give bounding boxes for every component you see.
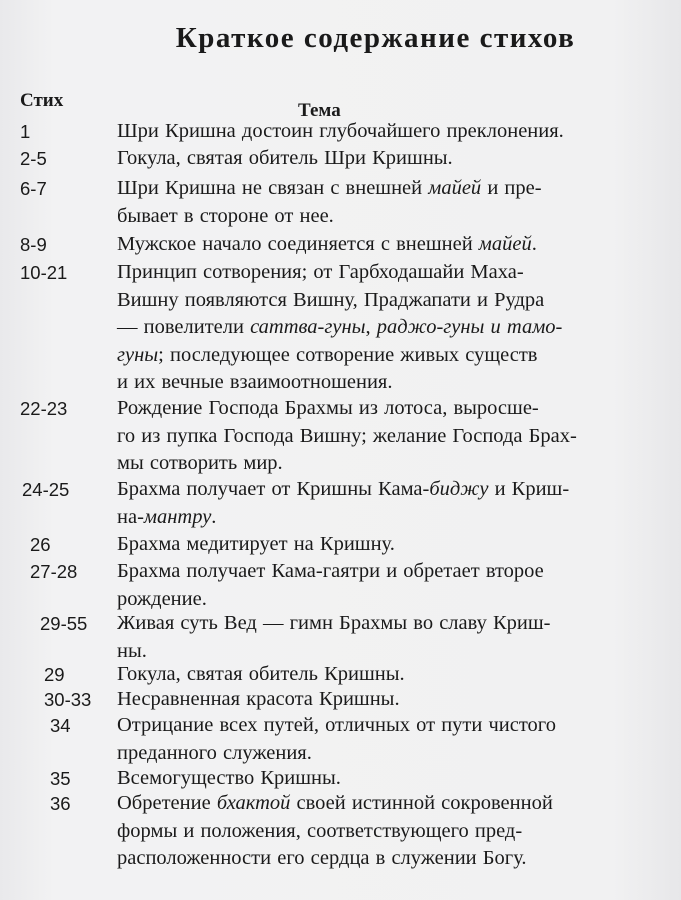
text-run: .	[211, 505, 217, 528]
italic-term: раджо-гуны	[376, 316, 485, 338]
italic-term: тамо-	[506, 316, 563, 338]
italic-term: гуны	[117, 343, 159, 366]
page-title: Краткое содержание стихов	[175, 22, 576, 54]
text-run: Брахма медитирует на Кришну.	[117, 533, 395, 555]
topic-text	[117, 118, 662, 146]
verse-number: 6-7	[20, 178, 47, 199]
text-run: расположенности его сердца в служении Богу.	[117, 847, 527, 869]
text-run: ны.	[117, 639, 147, 662]
verse-number: 24-25	[22, 479, 70, 500]
topic-text	[117, 686, 662, 714]
topic-text	[117, 476, 662, 531]
text-run: мы сотворить мир.	[117, 452, 283, 474]
italic-term: мантру	[143, 505, 212, 528]
verse-number: 22-23	[20, 398, 68, 419]
verse-number: 10-21	[20, 262, 68, 283]
topic-text	[117, 558, 662, 613]
text-run: Принцип сотворения; от Гарбходашайи Маха-	[117, 261, 524, 283]
verse-number: 27-28	[30, 561, 78, 582]
text-run: го из пупка Господа Вишну; желание Господа Брах-	[117, 424, 577, 447]
italic-term: биджу	[429, 478, 489, 500]
italic-term: и	[490, 316, 501, 338]
text-run: Рождение Господа Брахмы из лотоса, выросше-	[117, 397, 539, 419]
text-run: и их вечные взаимоотношения.	[117, 371, 393, 393]
topic-text	[117, 145, 662, 173]
text-run: рождение.	[117, 587, 207, 610]
italic-term: саттва-гуны	[250, 316, 366, 338]
text-run: на-	[117, 505, 144, 528]
topic-text	[117, 175, 662, 230]
topic-text	[117, 712, 662, 767]
verse-number: 35	[50, 768, 71, 789]
verse-number: 29	[44, 664, 65, 685]
topic-text	[117, 531, 662, 559]
text-run: Отрицание всех путей, отличных от пути чистого	[117, 714, 556, 736]
text-run: Обретение	[117, 792, 217, 814]
italic-term: майей	[478, 233, 532, 255]
verse-number: 36	[50, 793, 71, 814]
text-run: Шри Кришна не связан с внешней	[117, 177, 429, 199]
text-run: Живая суть Вед — гимн Брахмы во славу Криш-	[117, 612, 551, 634]
topic-text	[117, 661, 662, 689]
verse-number: 26	[30, 534, 51, 555]
column-header-topic: Тема	[298, 100, 341, 121]
topic-text	[117, 610, 662, 665]
italic-term: бхактой	[216, 792, 291, 814]
text-run: бывает в стороне от нее.	[117, 204, 334, 227]
text-run: Гокула, святая обитель Кришны.	[117, 663, 405, 685]
italic-term: майей	[428, 177, 482, 199]
verse-number: 1	[20, 121, 31, 142]
text-run: Шри Кришна достоин глубочайшего преклонения.	[117, 120, 564, 142]
text-run: .	[531, 233, 537, 255]
text-run: формы и положения, соответствующего пред-	[117, 819, 523, 842]
verse-number: 8-9	[20, 234, 47, 255]
text-run: ,	[365, 316, 377, 338]
text-run: и Криш-	[488, 478, 570, 500]
verse-number: 2-5	[20, 148, 47, 169]
text-run: преданного служения.	[117, 741, 312, 764]
text-run: ; последующее сотворение живых существ	[158, 343, 538, 366]
topic-text	[117, 259, 662, 397]
verse-number: 34	[50, 715, 71, 736]
column-header-verse: Стих	[20, 90, 64, 111]
text-run: — повелители	[117, 316, 251, 338]
text-run: Брахма получает от Кришны Кама-	[117, 478, 430, 500]
text-run: и пре-	[481, 177, 542, 199]
topic-text	[117, 395, 662, 478]
verse-number: 30-33	[44, 689, 92, 710]
text-run: Брахма получает Кама-гаятри и обретает второе	[117, 560, 544, 582]
text-run: Гокула, святая обитель Шри Кришны.	[117, 147, 453, 169]
text-run: Вишну появляются Вишну, Праджапати и Рудра	[117, 288, 545, 311]
verse-number: 29-55	[40, 613, 88, 634]
topic-text	[117, 231, 662, 259]
text-run: своей истинной сокровенной	[290, 792, 553, 814]
topic-text	[117, 790, 662, 873]
topic-text	[117, 765, 662, 793]
text-run: Мужское начало соединяется с внешней	[117, 233, 479, 255]
text-run: Несравненная красота Кришны.	[117, 688, 400, 710]
text-run: Всемогущество Кришны.	[117, 767, 341, 789]
